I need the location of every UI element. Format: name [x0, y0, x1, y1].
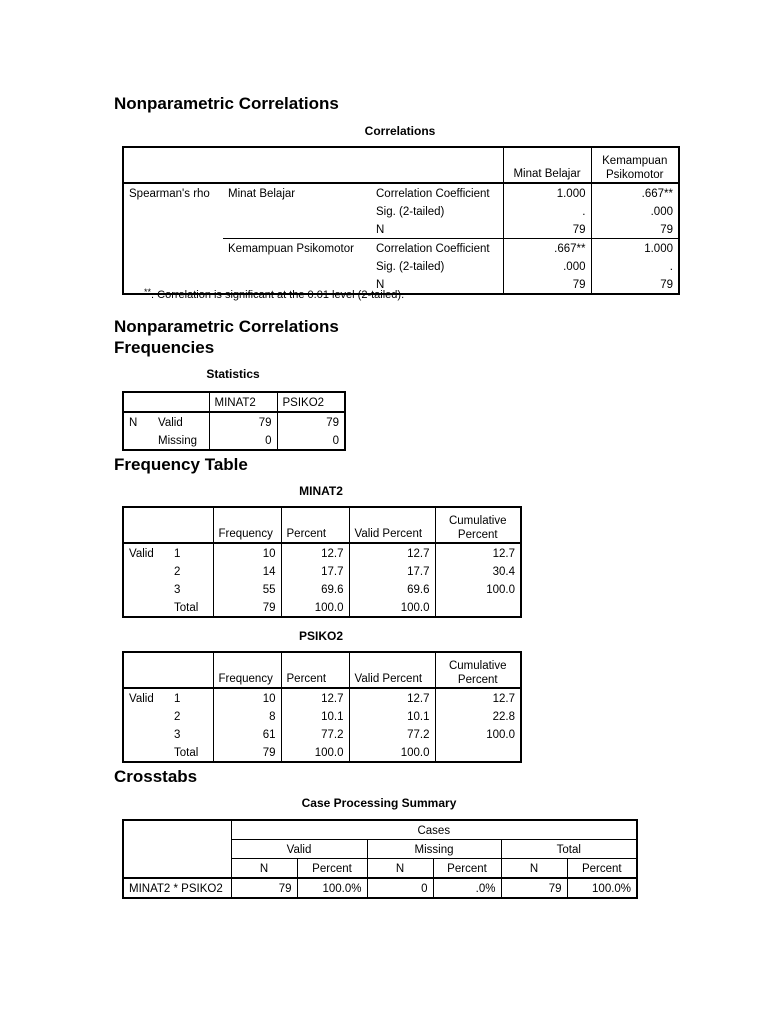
category-label-total: Total [169, 743, 213, 762]
cell-value: .000 [591, 202, 679, 220]
cell-value: .667** [591, 183, 679, 202]
cell-value: 12.7 [349, 688, 435, 707]
method-label: Spearman's rho [123, 183, 223, 202]
cell-value: 79 [231, 878, 297, 898]
col-header-valid-percent: Valid Percent [349, 652, 435, 688]
cell-value: 79 [213, 743, 281, 762]
cell-value: 100.0 [281, 743, 349, 762]
cases-header: Cases [231, 820, 637, 840]
cell-value: 79 [591, 275, 679, 294]
cell-value: 17.7 [281, 562, 349, 580]
cell-value: 100.0 [349, 598, 435, 617]
sub-header-n: N [367, 859, 433, 879]
group-header-valid: Valid [231, 840, 367, 859]
cell-value: 100.0 [435, 725, 521, 743]
category-label: 2 [174, 711, 181, 723]
cell-value: 69.6 [281, 580, 349, 598]
section-heading-crosstabs: Crosstabs [114, 767, 198, 786]
cell-value: 12.7 [435, 543, 521, 562]
category-label: 3 [174, 584, 181, 596]
cell-value: 100.0 [435, 580, 521, 598]
sub-header-n: N [231, 859, 297, 879]
col-header-valid-percent: Valid Percent [349, 507, 435, 543]
valid-label: Valid [123, 688, 169, 707]
cell-value: 61 [213, 725, 281, 743]
footnote-mark: ** [144, 287, 152, 297]
row-label-missing: Missing [153, 431, 209, 450]
cell-value: 79 [501, 878, 567, 898]
cell-value: 77.2 [281, 725, 349, 743]
sub-header-percent: Percent [297, 859, 367, 879]
cell-value: 0 [277, 431, 345, 450]
correlations-table [122, 146, 680, 295]
n-label: N [123, 412, 153, 431]
cell-value: . [503, 202, 591, 220]
section-heading-frequencies: Nonparametric Correlations Frequencies [114, 317, 339, 357]
case-processing-summary-caption: Case Processing Summary [301, 796, 457, 810]
valid-label: Valid [123, 543, 169, 562]
cell-value: 1.000 [591, 239, 679, 258]
cell-value: 14 [213, 562, 281, 580]
psiko2-frequency-table [122, 651, 522, 763]
cell-value: 8 [213, 707, 281, 725]
cell-value: 100.0% [567, 878, 637, 898]
section-heading-nonparametric-correlations: Nonparametric Correlations [114, 94, 339, 113]
cell-value: 79 [591, 220, 679, 239]
col-header-percent: Percent [281, 652, 349, 688]
category-label: 2 [174, 566, 181, 578]
cell-value: 12.7 [281, 543, 349, 562]
cell-value: 10 [213, 688, 281, 707]
stat-label: Sig. (2-tailed) [376, 261, 445, 273]
cell-value: 69.6 [349, 580, 435, 598]
col-header-frequency: Frequency [213, 652, 281, 688]
cell-value: 100.0 [281, 598, 349, 617]
col-header-cumulative-percent: Cumulative Percent [435, 652, 521, 688]
category-label: 3 [174, 729, 181, 741]
col-header-kemampuan-psikomotor: Kemampuan Psikomotor [591, 147, 679, 183]
cell-value: .000 [503, 257, 591, 275]
cell-value: 22.8 [435, 707, 521, 725]
stat-label: N [376, 224, 385, 236]
psiko2-caption: PSIKO2 [298, 629, 343, 643]
cell-value: 10 [213, 543, 281, 562]
col-header-psiko2: PSIKO2 [277, 392, 345, 412]
cell-value: . [591, 257, 679, 275]
cell-value: 1.000 [503, 183, 591, 202]
cell-value: 100.0 [349, 743, 435, 762]
stat-label: N [371, 275, 503, 294]
cell-value: 79 [503, 220, 591, 239]
col-header-frequency: Frequency [213, 507, 281, 543]
cell-value [435, 598, 521, 617]
col-header-minat2: MINAT2 [209, 392, 277, 412]
footnote-text: . Correlation is significant at the 0.01 level (2-tailed). [151, 289, 405, 301]
cell-value [435, 743, 521, 762]
section-heading-frequency-table: Frequency Table [114, 455, 248, 474]
cell-value: .0% [433, 878, 501, 898]
cell-value: 55 [213, 580, 281, 598]
cell-value: 30.4 [435, 562, 521, 580]
cell-value: 10.1 [281, 707, 349, 725]
col-header-cumulative-percent: Cumulative Percent [435, 507, 521, 543]
col-header-percent: Percent [281, 507, 349, 543]
cell-value: 12.7 [281, 688, 349, 707]
cell-value: 12.7 [435, 688, 521, 707]
cell-value: .667** [503, 239, 591, 258]
cell-value: 79 [213, 598, 281, 617]
cell-value: 0 [367, 878, 433, 898]
row-var-minat-belajar: Minat Belajar [223, 183, 371, 202]
group-header-missing: Missing [367, 840, 501, 859]
statistics-caption: Statistics [206, 367, 260, 381]
category-label: 1 [169, 688, 213, 707]
stat-label: Sig. (2-tailed) [376, 206, 445, 218]
category-label-total: Total [169, 598, 213, 617]
sub-header-percent: Percent [567, 859, 637, 879]
correlations-footnote [144, 289, 404, 301]
cell-value: 79 [209, 412, 277, 431]
correlations-caption: Correlations [364, 124, 436, 138]
cell-value: 79 [503, 275, 591, 294]
stat-label: Correlation Coefficient [371, 183, 503, 202]
statistics-table [122, 391, 346, 451]
sub-header-percent: Percent [433, 859, 501, 879]
row-var-kemampuan-psikomotor: Kemampuan Psikomotor [223, 239, 371, 258]
minat2-caption: MINAT2 [299, 484, 343, 498]
cell-value: 12.7 [349, 543, 435, 562]
cell-value: 79 [277, 412, 345, 431]
cell-value: 0 [209, 431, 277, 450]
minat2-frequency-table [122, 506, 522, 618]
cell-value: 10.1 [349, 707, 435, 725]
stat-label: Correlation Coefficient [371, 239, 503, 258]
sub-header-n: N [501, 859, 567, 879]
cell-value: 17.7 [349, 562, 435, 580]
col-header-minat-belajar: Minat Belajar [503, 147, 591, 183]
cell-value: 100.0% [297, 878, 367, 898]
case-processing-summary-table [122, 819, 638, 899]
row-label-minat2-psiko2: MINAT2 * PSIKO2 [123, 878, 231, 898]
group-header-total: Total [501, 840, 637, 859]
row-label-valid: Valid [153, 412, 209, 431]
cell-value: 77.2 [349, 725, 435, 743]
category-label: 1 [169, 543, 213, 562]
